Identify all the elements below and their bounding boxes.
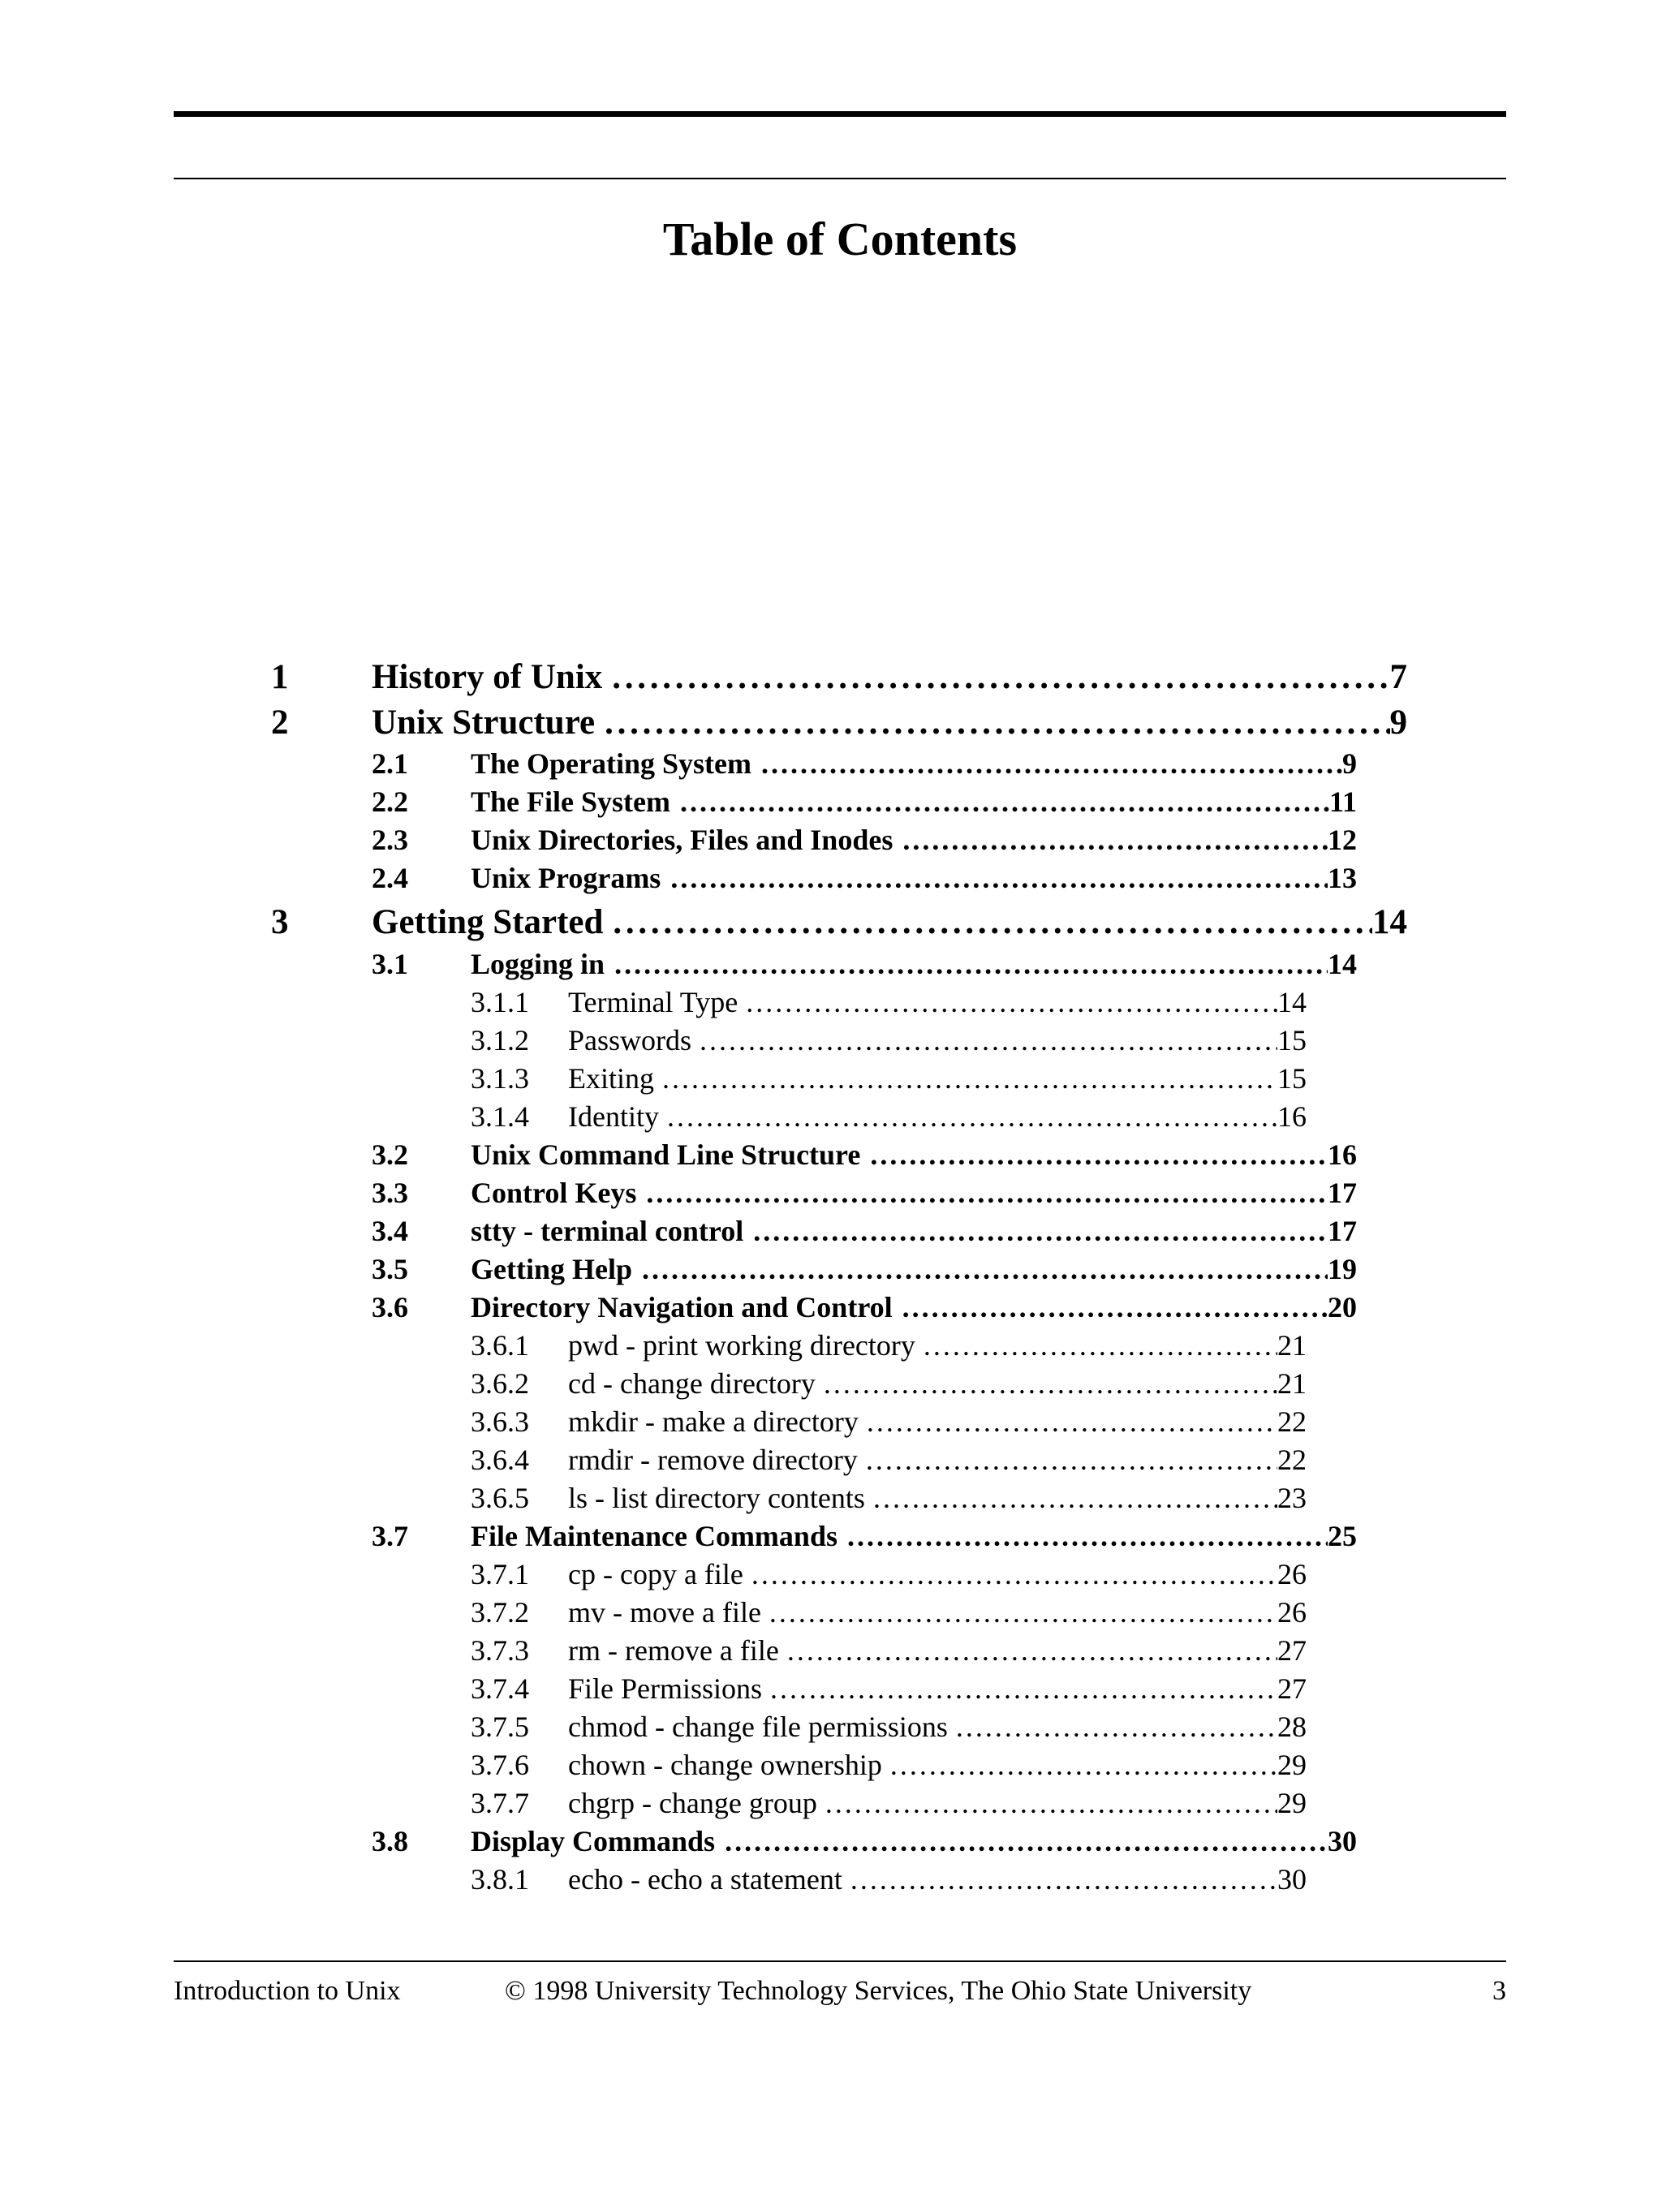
toc-entry-level1[interactable] <box>271 657 1407 703</box>
toc-entry-number: 3.8 <box>372 1825 408 1857</box>
toc-dot-leader <box>769 1595 1277 1629</box>
toc-entry-level2[interactable] <box>372 1138 1357 1175</box>
toc-entry-number: 3 <box>271 903 289 941</box>
toc-entry-page: 30 <box>1277 1863 1307 1896</box>
toc-dot-leader <box>605 703 1389 742</box>
toc-entry-page: 26 <box>1277 1596 1307 1629</box>
toc-entry-page: 15 <box>1277 1062 1307 1095</box>
toc-entry-number: 2.3 <box>372 824 408 856</box>
toc-dot-leader <box>956 1710 1277 1744</box>
toc-entry-level3[interactable] <box>471 1481 1307 1518</box>
toc-dot-leader <box>746 985 1277 1019</box>
toc-entry-level3[interactable] <box>471 1366 1307 1404</box>
toc-entry-number: 3.1 <box>372 948 408 980</box>
toc-entry-page: 27 <box>1277 1672 1307 1705</box>
toc-entry-page: 26 <box>1277 1558 1307 1590</box>
toc-entry-level3[interactable] <box>471 1786 1307 1823</box>
toc-entry-number: 2.2 <box>372 785 408 818</box>
toc-entry-number: 3.1.2 <box>471 1024 529 1057</box>
toc-entry-number: 3.7.6 <box>471 1749 529 1781</box>
toc-entry-number: 3.3 <box>372 1177 408 1209</box>
toc-entry-title: chgrp - change group <box>568 1787 817 1819</box>
toc-dot-leader <box>642 1252 1328 1286</box>
toc-entry-level2[interactable] <box>372 1214 1357 1251</box>
toc-entry-number: 2.4 <box>372 862 408 894</box>
toc-entry-title: Unix Directories, Files and Inodes <box>471 824 893 856</box>
toc-entry-title: Identity <box>568 1100 659 1133</box>
toc-dot-leader <box>924 1328 1277 1362</box>
toc-entry-level3[interactable] <box>471 1023 1307 1061</box>
toc-entry-page: 9 <box>1342 747 1357 780</box>
footer-doc-title: Introduction to Unix <box>174 1976 401 2006</box>
toc-dot-leader <box>873 1481 1277 1515</box>
toc-entry-page: 29 <box>1277 1749 1307 1781</box>
toc-entry-number: 3.6.3 <box>471 1405 529 1438</box>
toc-entry-number: 3.5 <box>372 1253 408 1285</box>
toc-entry-number: 3.7 <box>372 1520 408 1552</box>
toc-entry-title: File Permissions <box>568 1672 763 1705</box>
toc-entry-page: 21 <box>1277 1367 1307 1400</box>
toc-entry-number: 3.8.1 <box>471 1863 529 1896</box>
toc-entry-number: 3.6.1 <box>471 1329 529 1362</box>
toc-entry-page: 23 <box>1277 1482 1307 1514</box>
toc-dot-leader <box>670 861 1328 895</box>
toc-entry-page: 22 <box>1277 1405 1307 1438</box>
toc-entry-title: Exiting <box>568 1062 654 1095</box>
toc-entry-level3[interactable] <box>471 1710 1307 1747</box>
toc-dot-leader <box>847 1519 1328 1553</box>
toc-dot-leader <box>667 1100 1277 1134</box>
toc-dot-leader <box>902 823 1328 857</box>
toc-entry-title: Passwords <box>568 1024 692 1057</box>
toc-entry-page: 13 <box>1328 862 1357 894</box>
toc-entry-number: 3.7.3 <box>471 1634 529 1667</box>
toc-entry-level2[interactable] <box>372 1824 1357 1861</box>
toc-entry-level3[interactable] <box>471 1405 1307 1442</box>
toc-entry-title: Unix Programs <box>471 862 661 894</box>
toc-entry-number: 3.7.1 <box>471 1558 529 1590</box>
toc-entry-page: 16 <box>1328 1138 1357 1171</box>
toc-entry-page: 17 <box>1328 1215 1357 1247</box>
toc-entry-page: 20 <box>1328 1291 1357 1323</box>
toc-entry-title: chmod - change file permissions <box>568 1711 948 1743</box>
toc-entry-page: 14 <box>1277 986 1307 1018</box>
toc-dot-leader <box>662 1061 1277 1095</box>
toc-entry-number: 3.7.2 <box>471 1596 529 1629</box>
toc-entry-page: 7 <box>1389 658 1407 696</box>
toc-dot-leader <box>612 657 1389 697</box>
toc-dot-leader <box>825 1786 1277 1820</box>
toc-dot-leader <box>646 1176 1328 1210</box>
toc-entry-level2[interactable] <box>372 1252 1357 1289</box>
toc-entry-title: mv - move a file <box>568 1596 761 1629</box>
toc-entry-title: stty - terminal control <box>471 1215 744 1247</box>
toc-entry-number: 3.1.1 <box>471 986 529 1018</box>
toc-entry-title: ls - list directory contents <box>568 1482 865 1514</box>
page-title: Table of Contents <box>662 213 1018 265</box>
toc-entry-title: Unix Command Line Structure <box>471 1138 861 1171</box>
toc-dot-leader <box>725 1824 1328 1858</box>
toc-entry-page: 9 <box>1389 704 1407 742</box>
toc-entry-title: mkdir - make a directory <box>568 1405 859 1438</box>
toc-entry-page: 19 <box>1328 1253 1357 1285</box>
toc-entry-title: Unix Structure <box>372 704 596 742</box>
toc-dot-leader <box>753 1214 1328 1248</box>
toc-entry-title: Terminal Type <box>568 986 738 1018</box>
toc-entry-number: 3.6.5 <box>471 1482 529 1514</box>
toc-entry-title: Logging in <box>471 948 605 980</box>
toc-entry-level3[interactable] <box>471 1100 1307 1137</box>
toc-dot-leader <box>890 1748 1277 1782</box>
toc-dot-leader <box>787 1633 1277 1668</box>
toc-entry-level2[interactable] <box>372 1176 1357 1213</box>
toc-dot-leader <box>850 1862 1277 1896</box>
toc-entry-level2[interactable] <box>372 1290 1357 1328</box>
toc-entry-page: 25 <box>1328 1520 1357 1552</box>
toc-entry-level2[interactable] <box>372 861 1357 898</box>
toc-entry-number: 3.6.4 <box>471 1444 529 1476</box>
toc-entry-level3[interactable] <box>471 1633 1307 1671</box>
toc-entry-number: 3.7.4 <box>471 1672 529 1705</box>
toc-entry-title: rm - remove a file <box>568 1634 779 1667</box>
toc-entry-page: 30 <box>1328 1825 1357 1857</box>
toc-dot-leader <box>751 1557 1277 1591</box>
toc-entry-page: 17 <box>1328 1177 1357 1209</box>
footer-copyright: © 1998 University Technology Services, The Ohio State University <box>505 1976 1252 2006</box>
toc-entry-number: 2 <box>271 704 289 742</box>
toc-entry-level3[interactable] <box>471 1748 1307 1785</box>
toc-entry-page: 16 <box>1277 1100 1307 1133</box>
toc-entry-level3[interactable] <box>471 1862 1307 1900</box>
toc-entry-level2[interactable] <box>372 747 1357 784</box>
toc-entry-title: echo - echo a statement <box>568 1863 842 1896</box>
toc-entry-title: rmdir - remove directory <box>568 1444 858 1476</box>
toc-entry-level1[interactable] <box>271 703 1407 748</box>
toc-entry-title: cp - copy a file <box>568 1558 743 1590</box>
toc-entry-title: The File System <box>471 785 670 818</box>
toc-entry-title: Getting Started <box>372 903 604 941</box>
toc-dot-leader <box>700 1023 1277 1057</box>
toc-entry-title: pwd - print working directory <box>568 1329 915 1362</box>
toc-entry-number: 3.6 <box>372 1291 408 1323</box>
toc-entry-title: Display Commands <box>471 1825 716 1857</box>
toc-entry-page: 15 <box>1277 1024 1307 1057</box>
toc-entry-page: 22 <box>1277 1444 1307 1476</box>
toc-dot-leader <box>761 747 1342 781</box>
toc-dot-leader <box>902 1290 1328 1324</box>
footer-page-number: 3 <box>1492 1976 1506 2006</box>
toc-entry-level3[interactable] <box>471 1672 1307 1709</box>
toc-entry-title: chown - change ownership <box>568 1749 882 1781</box>
toc-entry-page: 27 <box>1277 1634 1307 1667</box>
toc-entry-number: 3.1.3 <box>471 1062 529 1095</box>
toc-entry-level2[interactable] <box>372 785 1357 822</box>
toc-entry-level3[interactable] <box>471 1061 1307 1099</box>
toc-dot-leader <box>867 1405 1277 1439</box>
toc-entry-number: 3.4 <box>372 1215 408 1247</box>
toc-dot-leader <box>870 1138 1328 1172</box>
toc-dot-leader <box>614 947 1328 981</box>
toc-entry-level3[interactable] <box>471 1328 1307 1366</box>
toc-entry-page: 12 <box>1328 824 1357 856</box>
toc-entry-level1[interactable] <box>271 902 1407 948</box>
toc-entry-page: 29 <box>1277 1787 1307 1819</box>
toc-entry-level3[interactable] <box>471 1557 1307 1594</box>
toc-entry-number: 2.1 <box>372 747 408 780</box>
toc-entry-number: 3.6.2 <box>471 1367 529 1400</box>
toc-entry-page: 14 <box>1328 948 1357 980</box>
toc-entry-number: 3.1.4 <box>471 1100 529 1133</box>
toc-entry-number: 3.7.7 <box>471 1787 529 1819</box>
toc-dot-leader <box>866 1443 1277 1477</box>
toc-entry-number: 3.2 <box>372 1138 408 1171</box>
toc-dot-leader <box>613 902 1372 942</box>
toc-entry-title: Directory Navigation and Control <box>471 1291 893 1323</box>
toc-entry-title: Control Keys <box>471 1177 637 1209</box>
toc-entry-title: History of Unix <box>372 658 603 696</box>
footer-rule <box>174 1960 1506 1962</box>
toc-entry-page: 28 <box>1277 1711 1307 1743</box>
toc-entry-level3[interactable] <box>471 1595 1307 1633</box>
toc-entry-page: 11 <box>1328 785 1357 818</box>
toc-entry-level2[interactable] <box>372 947 1357 984</box>
toc-dot-leader <box>680 785 1329 819</box>
toc-entry-level2[interactable] <box>372 1519 1357 1556</box>
toc-entry-level2[interactable] <box>372 823 1357 860</box>
toc-entry-title: The Operating System <box>471 747 751 780</box>
toc-entry-level3[interactable] <box>471 1443 1307 1480</box>
toc-entry-number: 3.7.5 <box>471 1711 529 1743</box>
toc-entry-title: Getting Help <box>471 1253 632 1285</box>
toc-dot-leader <box>770 1672 1277 1706</box>
toc-entry-title: cd - change directory <box>568 1367 816 1400</box>
toc-entry-title: File Maintenance Commands <box>471 1520 837 1552</box>
toc-dot-leader <box>824 1366 1277 1401</box>
toc-entry-number: 1 <box>271 658 289 696</box>
toc-entry-page: 21 <box>1277 1329 1307 1362</box>
toc-entry-page: 14 <box>1372 903 1407 941</box>
toc-entry-level3[interactable] <box>471 985 1307 1022</box>
